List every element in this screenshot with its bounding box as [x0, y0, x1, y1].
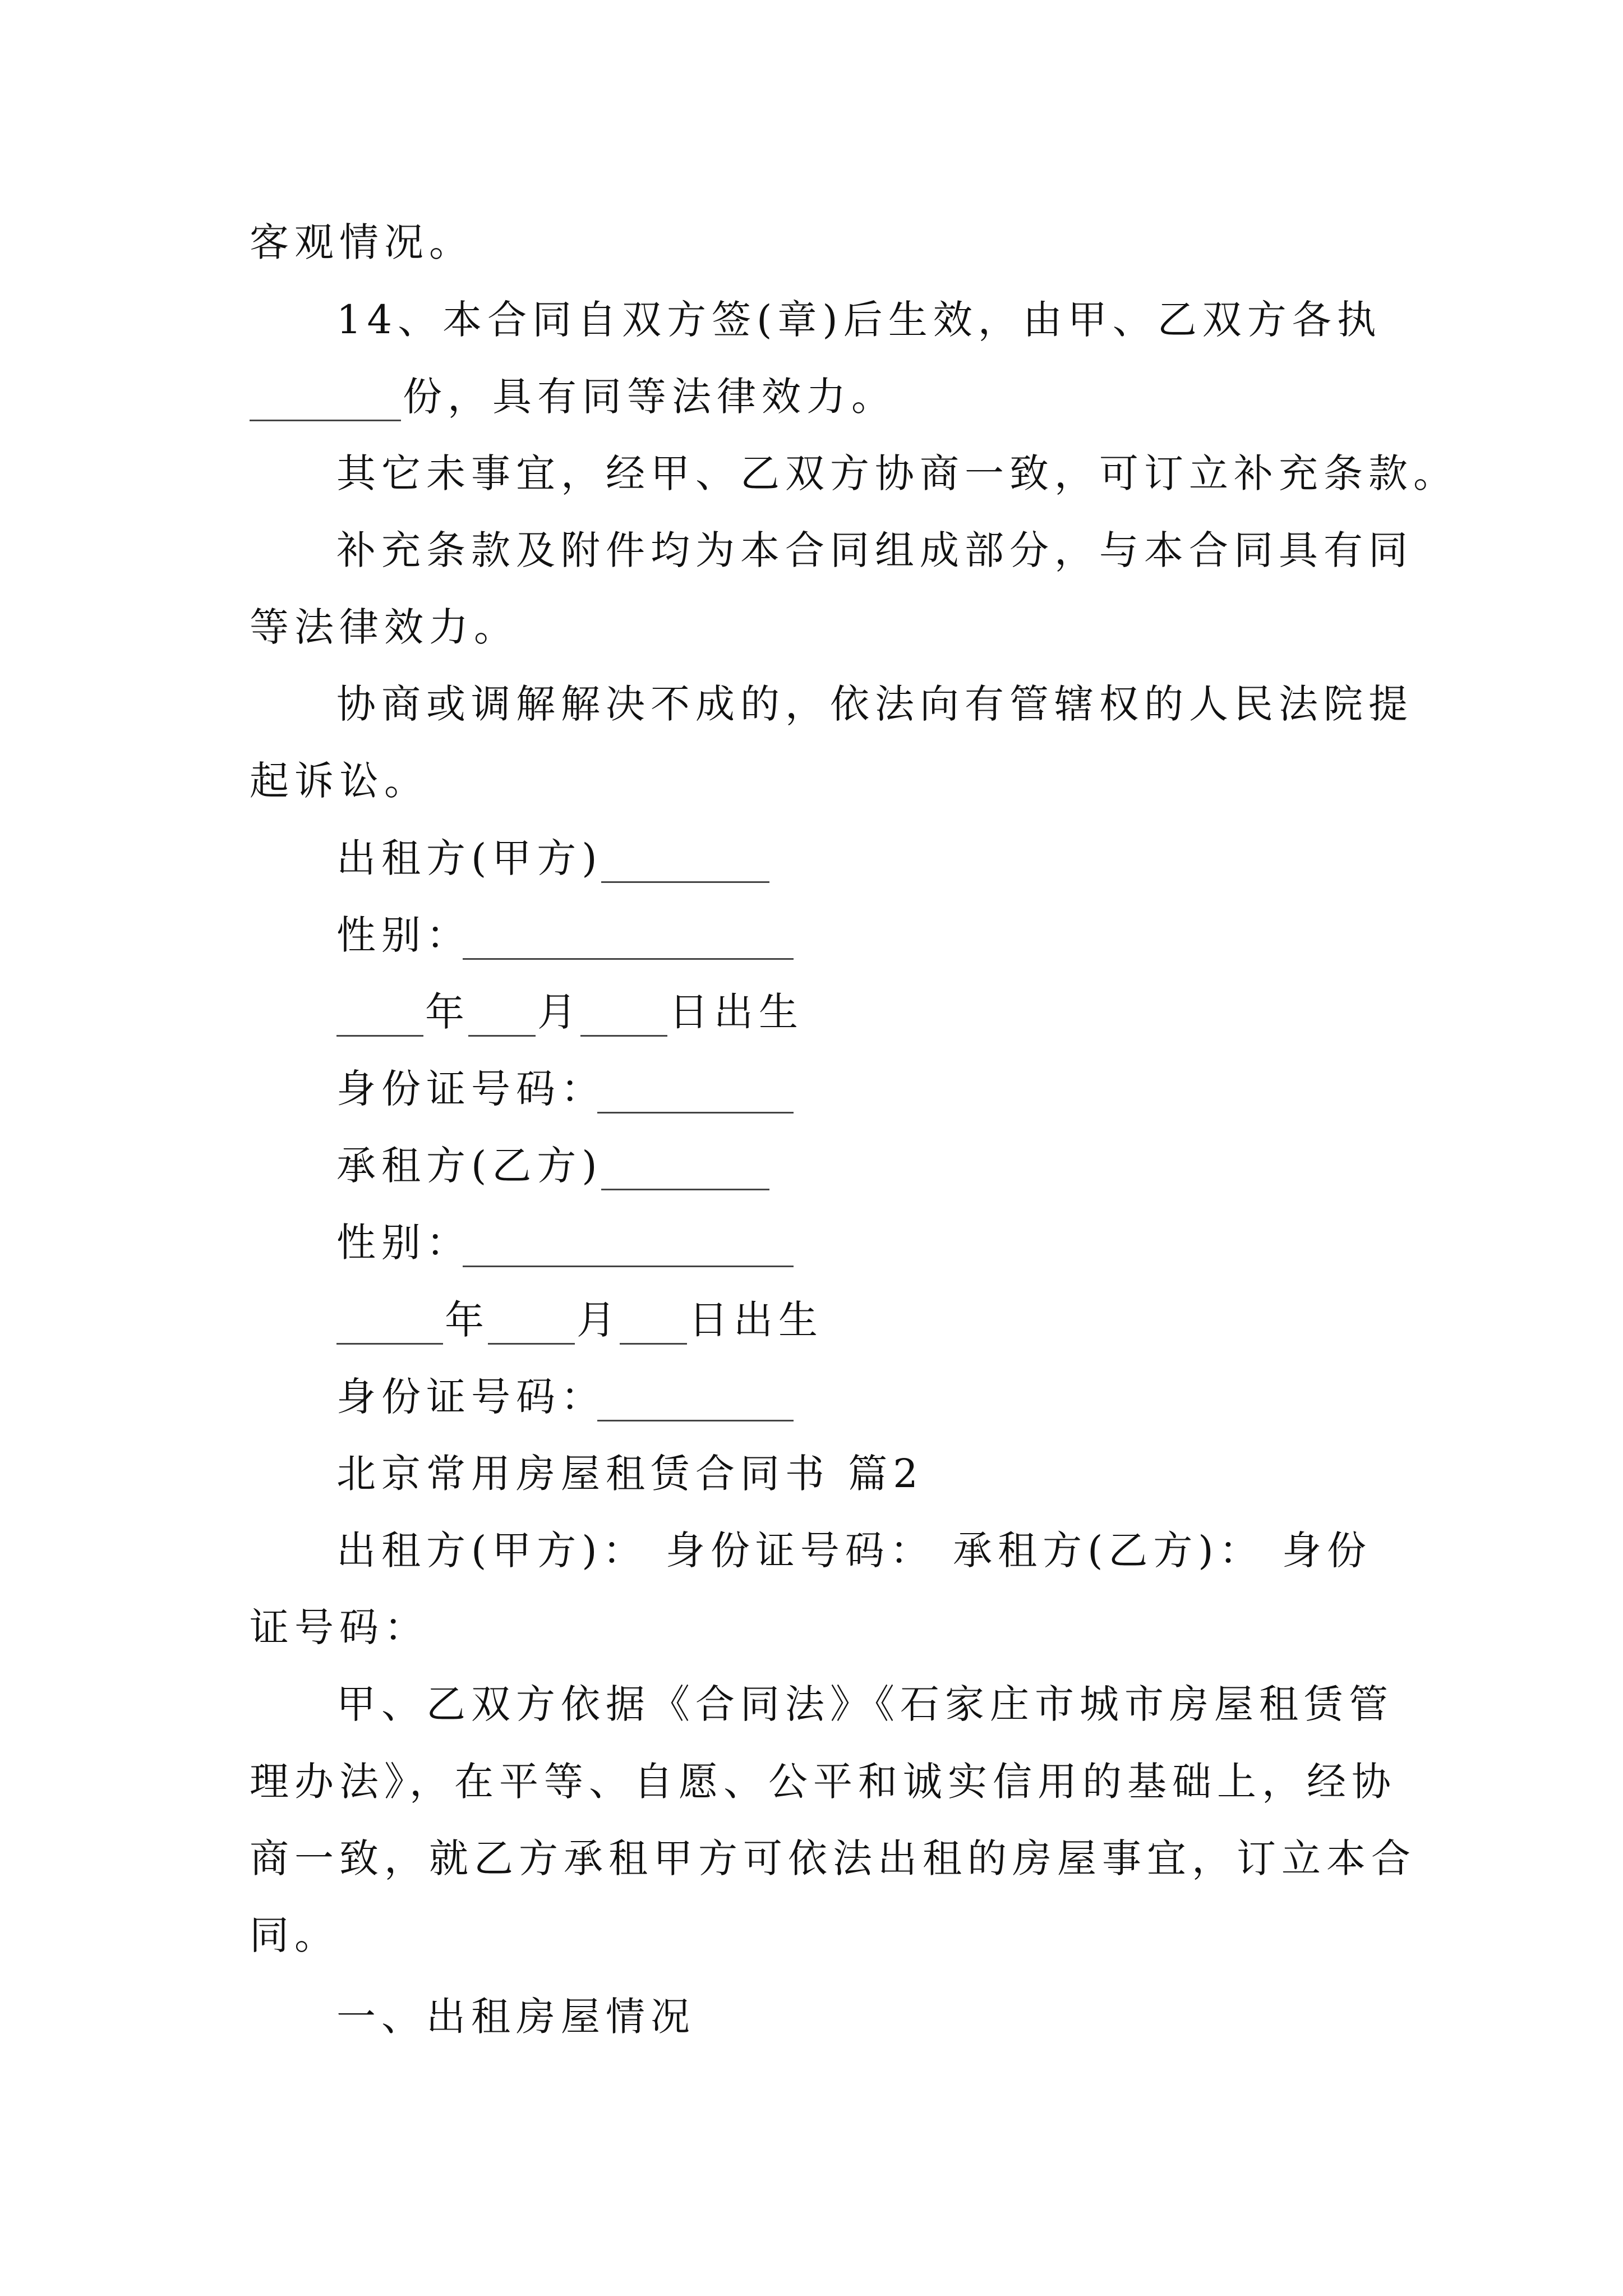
line-text: 等法律效力。: [250, 604, 519, 650]
line-text: 补充条款及附件均为本合同组成部分，与本合同具有同: [336, 527, 1413, 573]
birth-date-line: [0, 1281, 1623, 1359]
text-line: [0, 434, 1623, 513]
line-text: 同。: [250, 1912, 339, 1958]
fill-blank: [250, 419, 401, 421]
line-text: 年: [445, 1297, 490, 1343]
text-line: [0, 203, 1623, 282]
line-text: 承租方(乙方): [336, 1143, 603, 1189]
id-number-line: [0, 1358, 1623, 1436]
gender-line: [0, 896, 1623, 974]
fill-blank: [597, 1111, 794, 1114]
line-text: 出租方(甲方)： 身份证号码： 承租方(乙方)： 身份: [336, 1527, 1372, 1573]
text-line: [0, 511, 1623, 590]
text-line: [0, 1665, 1623, 1743]
line-text: 北京常用房屋租赁合同书 篇2: [336, 1451, 924, 1497]
lessor-line: [0, 819, 1623, 898]
line-text: 月: [577, 1297, 621, 1343]
line-text: 14、本合同自双方签(章)后生效，由甲、乙双方各执: [336, 297, 1382, 343]
fill-blank: [601, 881, 769, 883]
fill-blank: [580, 1034, 667, 1037]
fill-blank: [336, 1034, 423, 1037]
fill-blank: [336, 1342, 443, 1345]
text-line: [0, 1511, 1623, 1590]
clause-14-line: [0, 280, 1623, 359]
text-line: [0, 665, 1623, 743]
text-line: [0, 1819, 1623, 1898]
fill-blank: [597, 1419, 794, 1421]
line-text: 性别：: [336, 1220, 471, 1266]
fill-blank: [468, 1034, 536, 1037]
line-text: 日出生: [689, 1297, 823, 1343]
line-text: 商一致，就乙方承租甲方可依法出租的房屋事宜，订立本合: [250, 1835, 1416, 1881]
id-number-line: [0, 1050, 1623, 1128]
fill-blank: [463, 1265, 794, 1267]
text-line: [0, 1896, 1623, 1975]
text-line: [0, 588, 1623, 666]
line-text: 其它未事宜，经甲、乙双方协商一致，可订立补充条款。: [336, 450, 1458, 496]
line-text: 身份证号码：: [336, 1374, 606, 1420]
fill-blank: [463, 958, 794, 960]
line-text: 证号码：: [250, 1604, 429, 1650]
line-text: 份，具有同等法律效力。: [403, 374, 896, 420]
section-heading: [0, 1977, 1623, 2056]
line-text: 甲、乙双方依据《合同法》《石家庄市城市房屋租赁管: [336, 1681, 1394, 1727]
gender-line: [0, 1203, 1623, 1282]
text-line: [0, 1588, 1623, 1667]
line-text: 年: [425, 989, 470, 1035]
line-text: 出租方(甲方): [336, 835, 603, 881]
line-text: 性别：: [336, 912, 471, 958]
line-text: 日出生: [669, 989, 804, 1035]
line-text: 协商或调解解决不成的，依法向有管辖权的人民法院提: [336, 681, 1413, 727]
fill-blank: [601, 1188, 769, 1190]
text-line: [0, 1742, 1623, 1821]
fill-blank: [620, 1342, 687, 1345]
lessee-line: [0, 1126, 1623, 1205]
section-heading: [0, 1434, 1623, 1513]
line-text: 理办法》，在平等、自愿、公平和诚实信用的基础上，经协: [250, 1759, 1396, 1805]
birth-date-line: [0, 973, 1623, 1051]
fill-blank: [488, 1342, 575, 1345]
line-text: 一、出租房屋情况: [336, 1994, 695, 2040]
text-line: [0, 357, 1623, 436]
line-text: 客观情况。: [250, 219, 474, 265]
line-text: 起诉讼。: [250, 758, 429, 804]
text-line: [0, 742, 1623, 820]
line-text: 月: [537, 989, 582, 1035]
line-text: 身份证号码：: [336, 1066, 606, 1112]
